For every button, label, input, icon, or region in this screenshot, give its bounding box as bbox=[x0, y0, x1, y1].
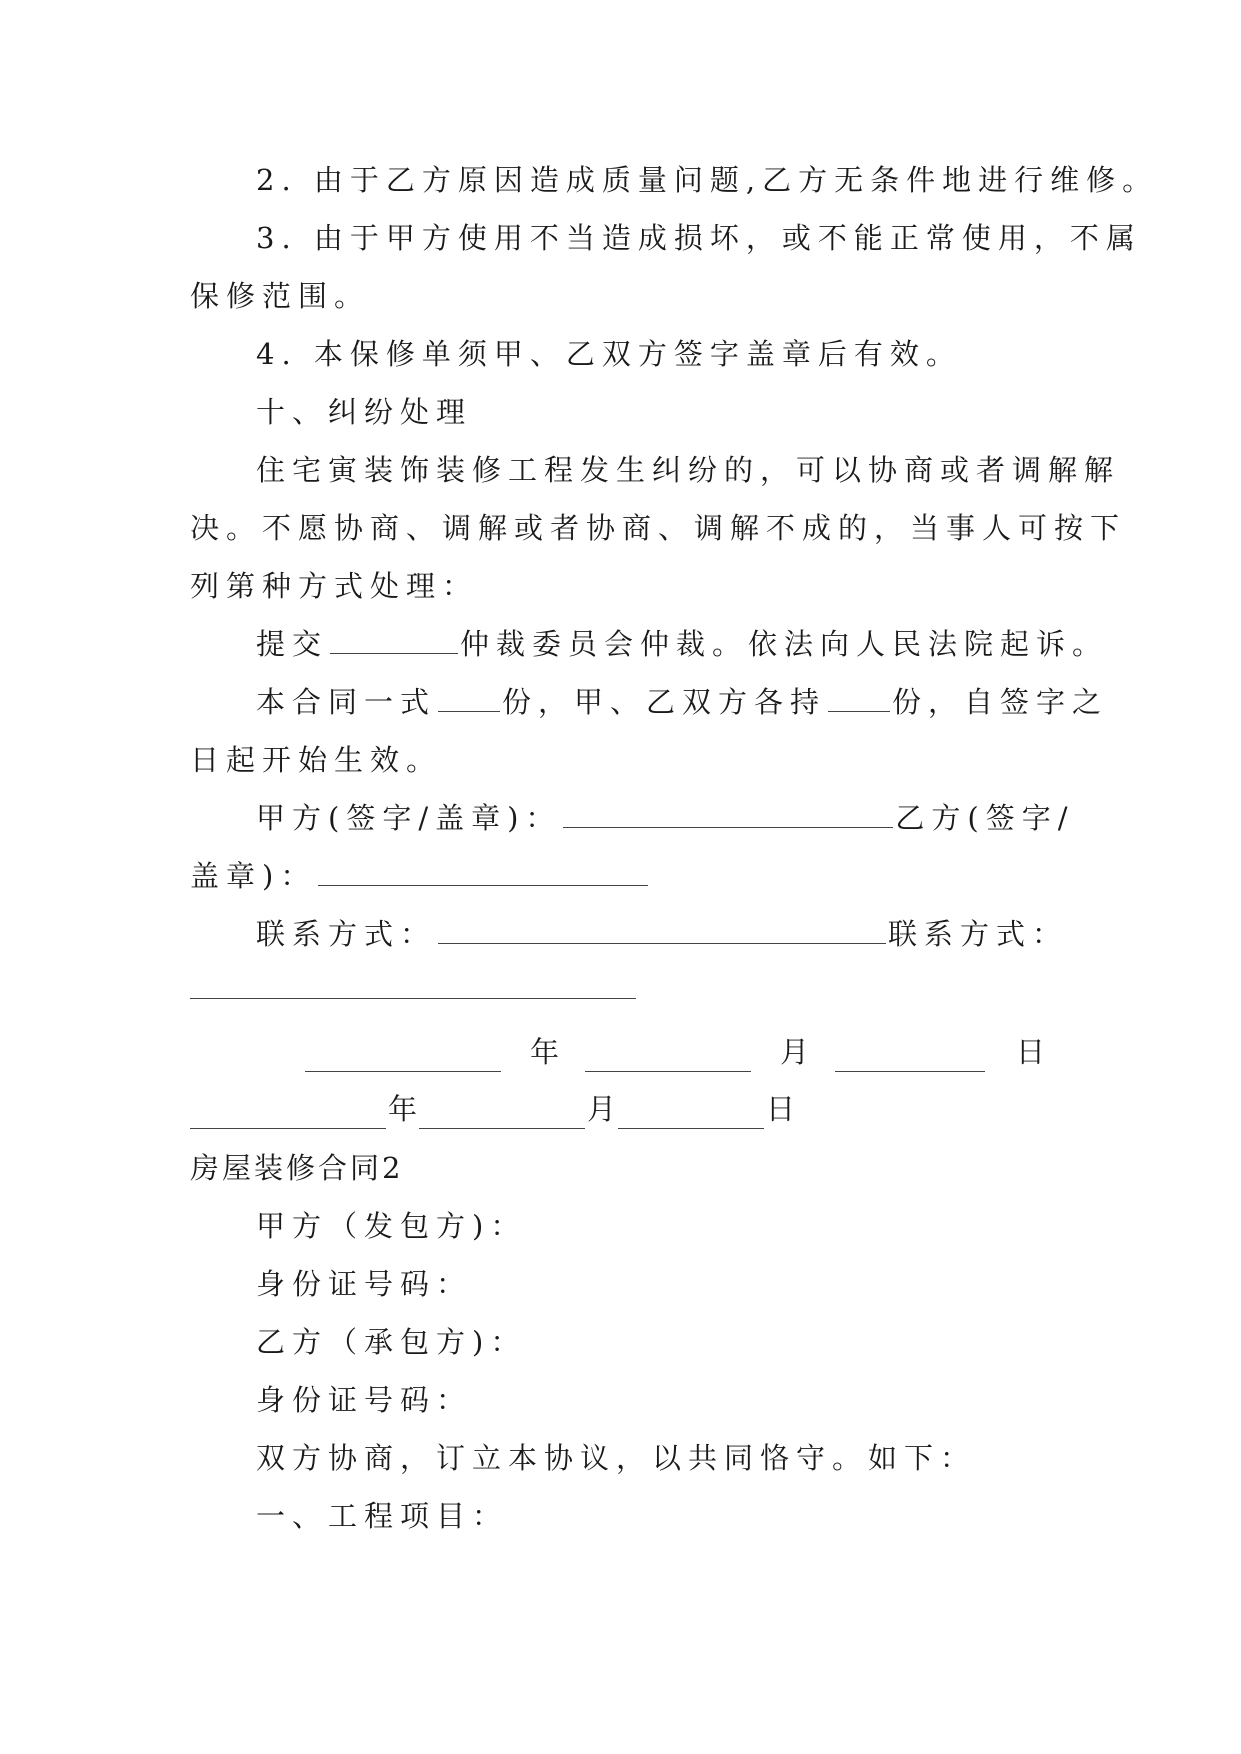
contract-2-party-a-id: 身份证号码： bbox=[256, 1267, 473, 1301]
party-a-day-blank[interactable] bbox=[835, 1071, 985, 1072]
clause-4: 4. 本保修单须甲、乙双方签字盖章后有效。 bbox=[256, 337, 962, 371]
party-b-signature-label-1: 乙方(签字/ bbox=[895, 801, 1075, 835]
party-a-contact-blank[interactable] bbox=[438, 915, 886, 944]
party-a-month-blank[interactable] bbox=[585, 1071, 751, 1072]
section-10-para-line-1: 住宅寅装饰装修工程发生纠纷的，可以协商或者调解解 bbox=[256, 453, 1121, 487]
arbitration-suffix: 仲裁委员会仲裁。依法向人民法院起诉。 bbox=[460, 627, 1109, 661]
section-10-para-line-3: 列第种方式处理： bbox=[190, 569, 479, 603]
party-b-day-blank[interactable] bbox=[618, 1128, 764, 1129]
copies-line bbox=[256, 682, 1108, 722]
contract-2-party-b: 乙方（承包方)： bbox=[256, 1325, 527, 1359]
party-a-signature-label: 甲方(签字/盖章)： bbox=[256, 801, 562, 835]
party-b-contact-label: 联系方式： bbox=[888, 917, 1069, 951]
copies-line-2: 日起开始生效。 bbox=[190, 743, 443, 777]
party-a-month-label: 月 bbox=[780, 1035, 810, 1069]
contract-2-party-b-id: 身份证号码： bbox=[256, 1383, 473, 1417]
party-b-month-blank[interactable] bbox=[419, 1128, 585, 1129]
party-a-year-label: 年 bbox=[530, 1035, 560, 1069]
copies-text-1: 本合同一式 bbox=[256, 685, 437, 719]
party-a-day-label: 日 bbox=[1016, 1035, 1046, 1069]
party-a-signature-blank[interactable] bbox=[563, 799, 893, 828]
arbitration-line bbox=[256, 624, 1108, 664]
clause-2: 2. 由于乙方原因造成质量问题,乙方无条件地进行维修。 bbox=[256, 163, 1159, 197]
arbitration-prefix: 提交 bbox=[256, 627, 329, 661]
clause-3-line-2: 保修范围。 bbox=[190, 279, 371, 313]
copies-total-blank[interactable] bbox=[438, 683, 500, 712]
arbitration-committee-blank[interactable] bbox=[330, 625, 458, 654]
contract-2-title: 房屋装修合同2 bbox=[190, 1151, 404, 1185]
contact-line bbox=[256, 914, 1068, 954]
party-b-signature-label-2: 盖章)： bbox=[190, 859, 317, 893]
contract-2-item-1: 一、工程项目： bbox=[256, 1499, 509, 1533]
party-b-signature-line bbox=[190, 856, 650, 896]
copies-text-3: 份，自签字之 bbox=[892, 685, 1109, 719]
party-b-year-blank[interactable] bbox=[190, 1128, 386, 1129]
party-b-year-label: 年 bbox=[388, 1092, 418, 1126]
contract-2-party-a: 甲方（发包方)： bbox=[256, 1209, 527, 1243]
party-b-month-label: 月 bbox=[587, 1092, 617, 1126]
section-10-heading: 十、纠纷处理 bbox=[256, 395, 473, 429]
party-b-contact-blank[interactable] bbox=[190, 998, 636, 999]
party-b-signature-blank[interactable] bbox=[318, 857, 648, 886]
copies-each-blank[interactable] bbox=[828, 683, 890, 712]
contract-2-agreement: 双方协商，订立本协议，以共同恪守。如下： bbox=[256, 1441, 977, 1475]
clause-3-line-1: 3. 由于甲方使用不当造成损坏，或不能正常使用，不属 bbox=[256, 221, 1142, 255]
party-a-year-blank[interactable] bbox=[305, 1071, 501, 1072]
section-10-para-line-2: 决。不愿协商、调解或者协商、调解不成的，当事人可按下 bbox=[190, 511, 1127, 545]
copies-text-2: 份，甲、乙双方各持 bbox=[502, 685, 827, 719]
party-b-day-label: 日 bbox=[766, 1092, 796, 1126]
party-a-signature-line bbox=[256, 798, 1075, 838]
party-a-contact-label: 联系方式： bbox=[256, 917, 437, 951]
